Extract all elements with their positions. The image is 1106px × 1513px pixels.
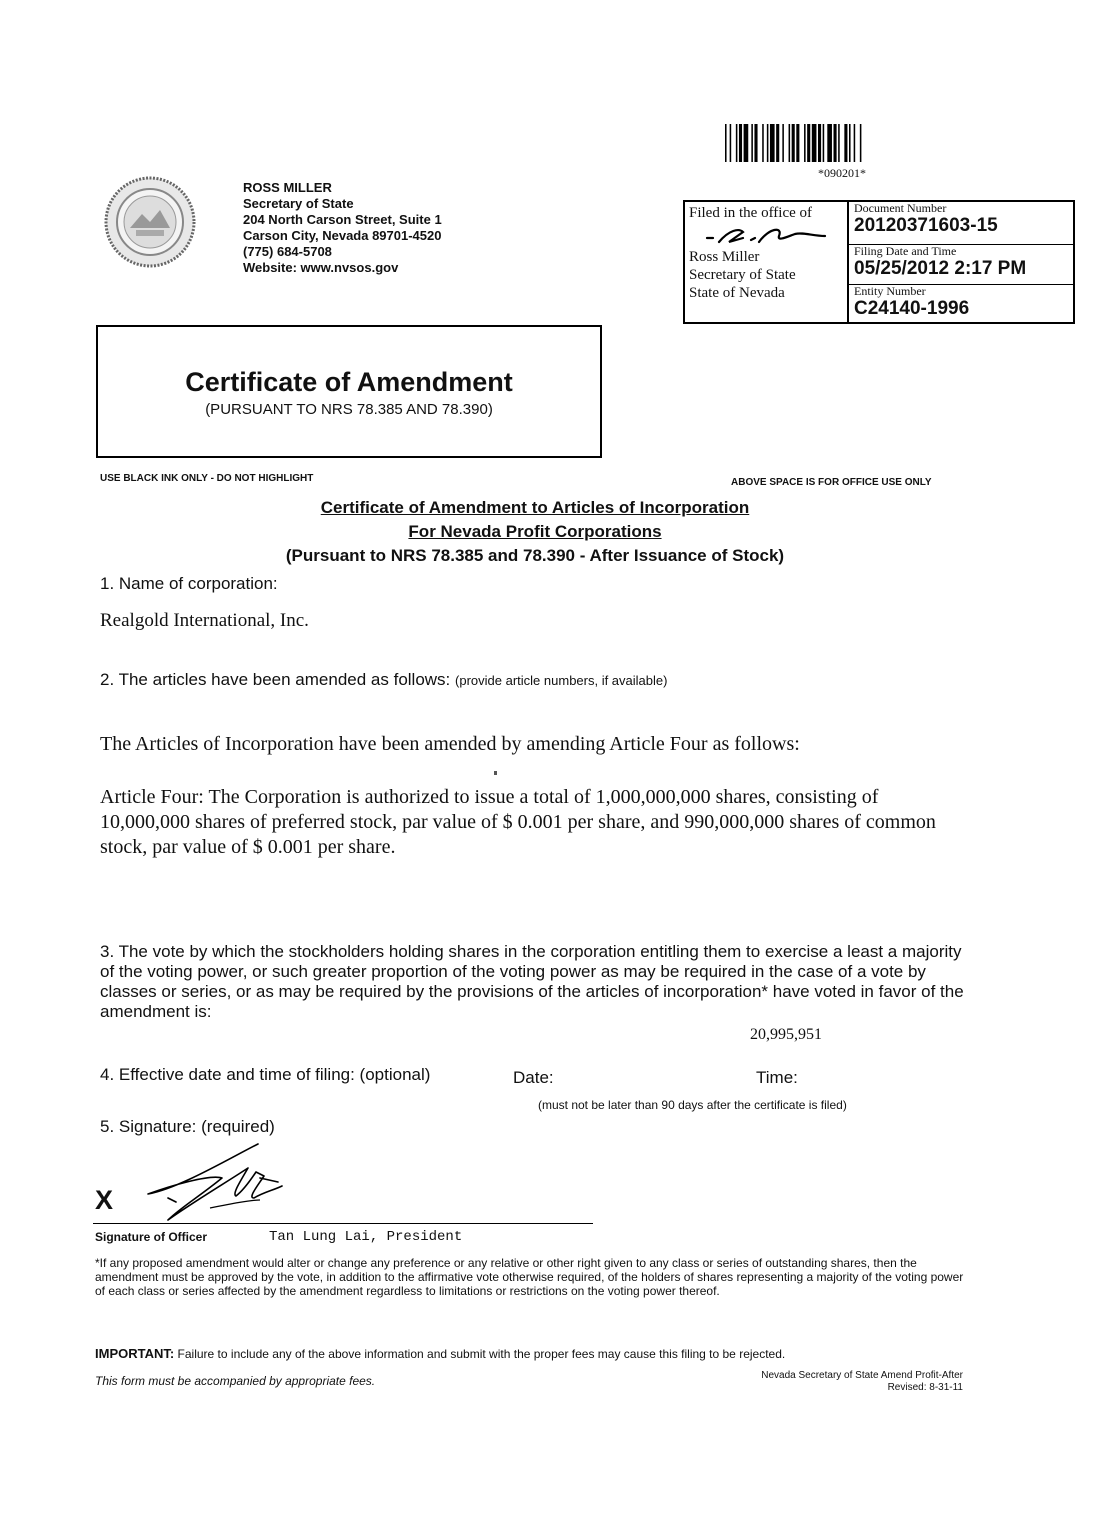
form-heading-line2: For Nevada Profit Corporations [408, 522, 662, 541]
important-text: Failure to include any of the above information and submit with the proper fees may cause this filing to be rejected. [177, 1347, 786, 1361]
signature-of-officer-label: Signature of Officer [95, 1230, 208, 1244]
office-name: ROSS MILLER [243, 180, 332, 195]
officer-name-value: Tan Lung Lai, President [269, 1229, 463, 1245]
item2-hint: (provide article numbers, if available) [455, 673, 668, 688]
amendment-intro: The Articles of Incorporation have been amended by amending Article Four as follows: [100, 733, 800, 755]
nevada-seal-icon [104, 176, 196, 268]
certificate-subtitle: (PURSUANT TO NRS 78.385 AND 78.390) [205, 401, 493, 418]
entity-number-row [849, 285, 1073, 324]
item3-vote-text: 3. The vote by which the stockholders holding shares in the corporation entitling them to exercise a least a majority of the voting power, or such greater proportion of the voting power as may be required in the case of a vote by classes or series, or as may be required by the provisions of the articles of incorporation* have voted in favor of the amendment is: [100, 942, 964, 1021]
barcode-image [725, 124, 973, 162]
office-use-note: ABOVE SPACE IS FOR OFFICE USE ONLY [731, 477, 932, 488]
official-signature-icon [699, 224, 829, 248]
filing-date-row [849, 245, 1073, 285]
effective-time-label: Time: [756, 1068, 798, 1087]
entity-number-label: Entity Number [854, 284, 926, 298]
amendment-footnote: *If any proposed amendment would alter or change any preference or any relative or other right given to any class or series of outstanding shares, then the amendment must be approved by the vote, in addition to the affirmative vote otherwise required, of the holders of shares representing a majority of the voting power of each class or series affected by the amendment regardless to limitations or restrictions on the voting power thereof. [95, 1256, 964, 1298]
form-heading-line3: (Pursuant to NRS 78.385 and 78.390 - After Issuance of Stock) [285, 546, 785, 565]
office-address-line1: 204 North Carson Street, Suite 1 [243, 212, 442, 227]
document-number-label: Document Number [854, 201, 947, 215]
filing-details-cell [849, 202, 1073, 322]
officer-signature-icon [140, 1138, 300, 1228]
form-heading-line1: Certificate of Amendment to Articles of Incorporation [320, 498, 750, 517]
office-phone: (775) 684-5708 [243, 244, 332, 259]
item2-label [100, 670, 667, 690]
signature-x-mark: X [95, 1185, 114, 1215]
important-notice [95, 1346, 975, 1361]
effective-date-note: (must not be later than 90 days after the certificate is filed) [538, 1098, 847, 1112]
signature-line [93, 1223, 593, 1224]
corporation-name-value: Realgold International, Inc. [100, 610, 309, 631]
filing-date-label: Filing Date and Time [854, 244, 957, 258]
document-number-value: 20120371603-15 [854, 215, 998, 236]
form-identifier [680, 1370, 963, 1394]
amendment-text: Article Four: The Corporation is authorized to issue a total of 1,000,000,000 shares, consisting of 10,000,000 shares of preferred stock, par value of $ 0.001 per share, and 990,000,000 shares of common stock, par value of $ 0.001 per share. [100, 786, 936, 858]
barcode-number: *090201* [818, 166, 866, 180]
certificate-title: Certificate of Amendment [185, 367, 513, 397]
filed-in-label: Filed in the office of [689, 205, 813, 221]
office-address-line2: Carson City, Nevada 89701-4520 [243, 228, 442, 243]
item2-label-text: 2. The articles have been amended as follows: [100, 670, 451, 689]
effective-date-label: Date: [513, 1068, 554, 1087]
certificate-title-box [96, 325, 602, 458]
important-key: IMPORTANT: [95, 1346, 175, 1361]
ink-instruction: USE BLACK INK ONLY - DO NOT HIGHLIGHT [100, 473, 314, 484]
official-state: State of Nevada [689, 285, 785, 301]
document-number-row [849, 202, 1073, 245]
official-name: Ross Miller [689, 249, 760, 265]
item1-label: 1. Name of corporation: [100, 574, 278, 593]
item4-label: 4. Effective date and time of filing: (optional) [100, 1065, 431, 1084]
office-address [243, 180, 442, 276]
form-id-line1: Nevada Secretary of State Amend Profit-After [761, 1370, 963, 1381]
fees-note: This form must be accompanied by appropriate fees. [95, 1374, 376, 1388]
entity-number-value: C24140-1996 [854, 298, 970, 319]
official-title: Secretary of State [689, 267, 796, 283]
item5-label: 5. Signature: (required) [100, 1117, 275, 1136]
vote-count-value: 20,995,951 [750, 1026, 822, 1043]
office-website: Website: www.nvsos.gov [243, 260, 399, 275]
filing-date-value: 05/25/2012 2:17 PM [854, 258, 1027, 279]
office-title: Secretary of State [243, 196, 354, 211]
stray-mark [494, 771, 497, 775]
form-id-line2: Revised: 8-31-11 [887, 1382, 963, 1393]
filing-stamp-box [683, 200, 1075, 324]
filing-office-cell [685, 202, 849, 322]
